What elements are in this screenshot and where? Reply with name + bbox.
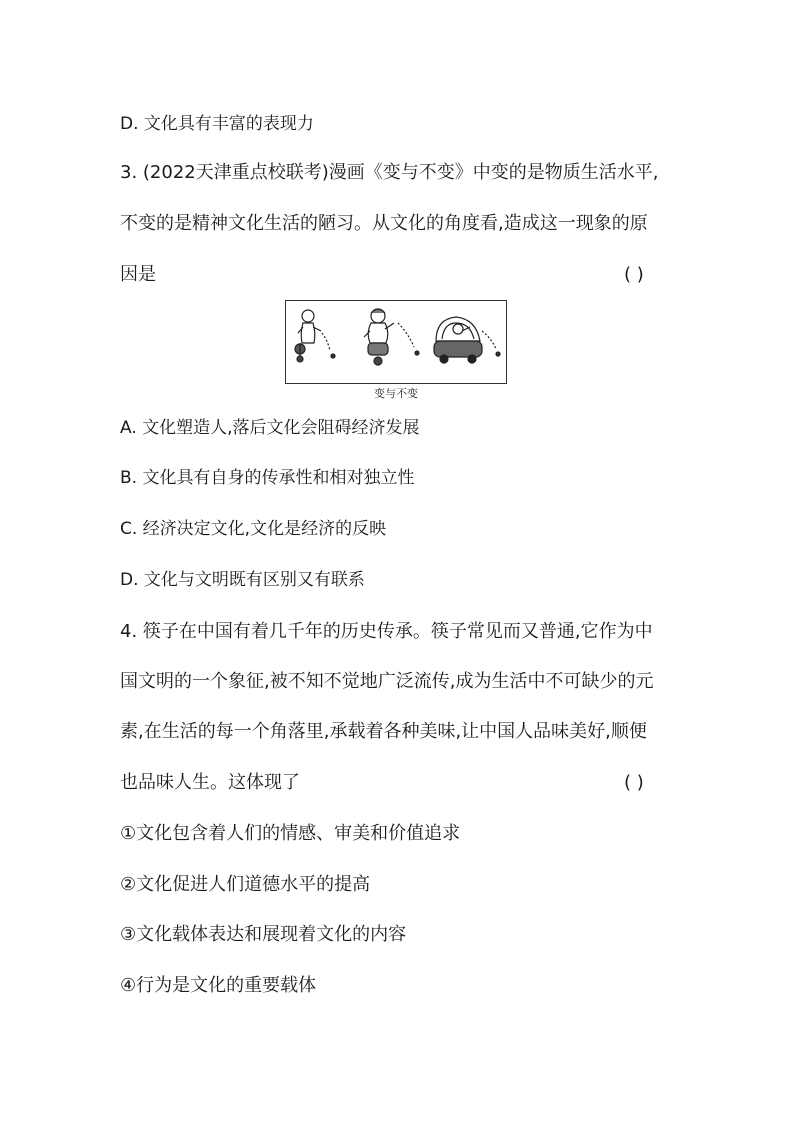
q2-option-d: D. 文化具有丰富的表现力 xyxy=(120,114,314,134)
q4-statement-1: ①文化包含着人们的情感、审美和价值追求 xyxy=(120,823,461,844)
cartoon-figure xyxy=(285,300,507,384)
q4-stem-line-2: 国文明的一个象征,被不知不觉地广泛流传,成为生活中不可缺少的元 xyxy=(120,671,654,692)
q3-option-a: A. 文化塑造人,落后文化会阻碍经济发展 xyxy=(120,418,420,438)
q3-stem-line-2: 不变的是精神文化生活的陋习。从文化的角度看,造成这一现象的原 xyxy=(120,213,648,234)
q3-stem-line-1: 3. (2022天津重点校联考)漫画《变与不变》中变的是物质生活水平, xyxy=(120,162,659,183)
figure-caption: 变与不变 xyxy=(374,387,418,400)
q4-statement-2: ②文化促进人们道德水平的提高 xyxy=(120,874,371,895)
q4-stem-line-4: 也品味人生。这体现了 xyxy=(120,772,300,793)
q3-option-c: C. 经济决定文化,文化是经济的反映 xyxy=(120,519,387,539)
q3-option-b: B. 文化具有自身的传承性和相对独立性 xyxy=(120,468,415,488)
q3-option-d: D. 文化与文明既有区别又有联系 xyxy=(120,570,365,590)
q4-statement-4: ④行为是文化的重要载体 xyxy=(120,975,317,996)
q4-answer-paren: ( ) xyxy=(624,772,644,793)
q3-stem-line-3: 因是 xyxy=(120,264,156,285)
q4-statement-3: ③文化载体表达和展现着文化的内容 xyxy=(120,924,407,945)
q3-answer-paren: ( ) xyxy=(624,264,644,285)
q4-stem-line-3: 素,在生活的每一个角落里,承载着各种美味,让中国人品味美好,顺便 xyxy=(120,721,647,742)
q4-stem-line-1: 4. 筷子在中国有着几千年的历史传承。筷子常见而又普通,它作为中 xyxy=(120,621,653,642)
cartoon-illustration xyxy=(286,301,506,383)
